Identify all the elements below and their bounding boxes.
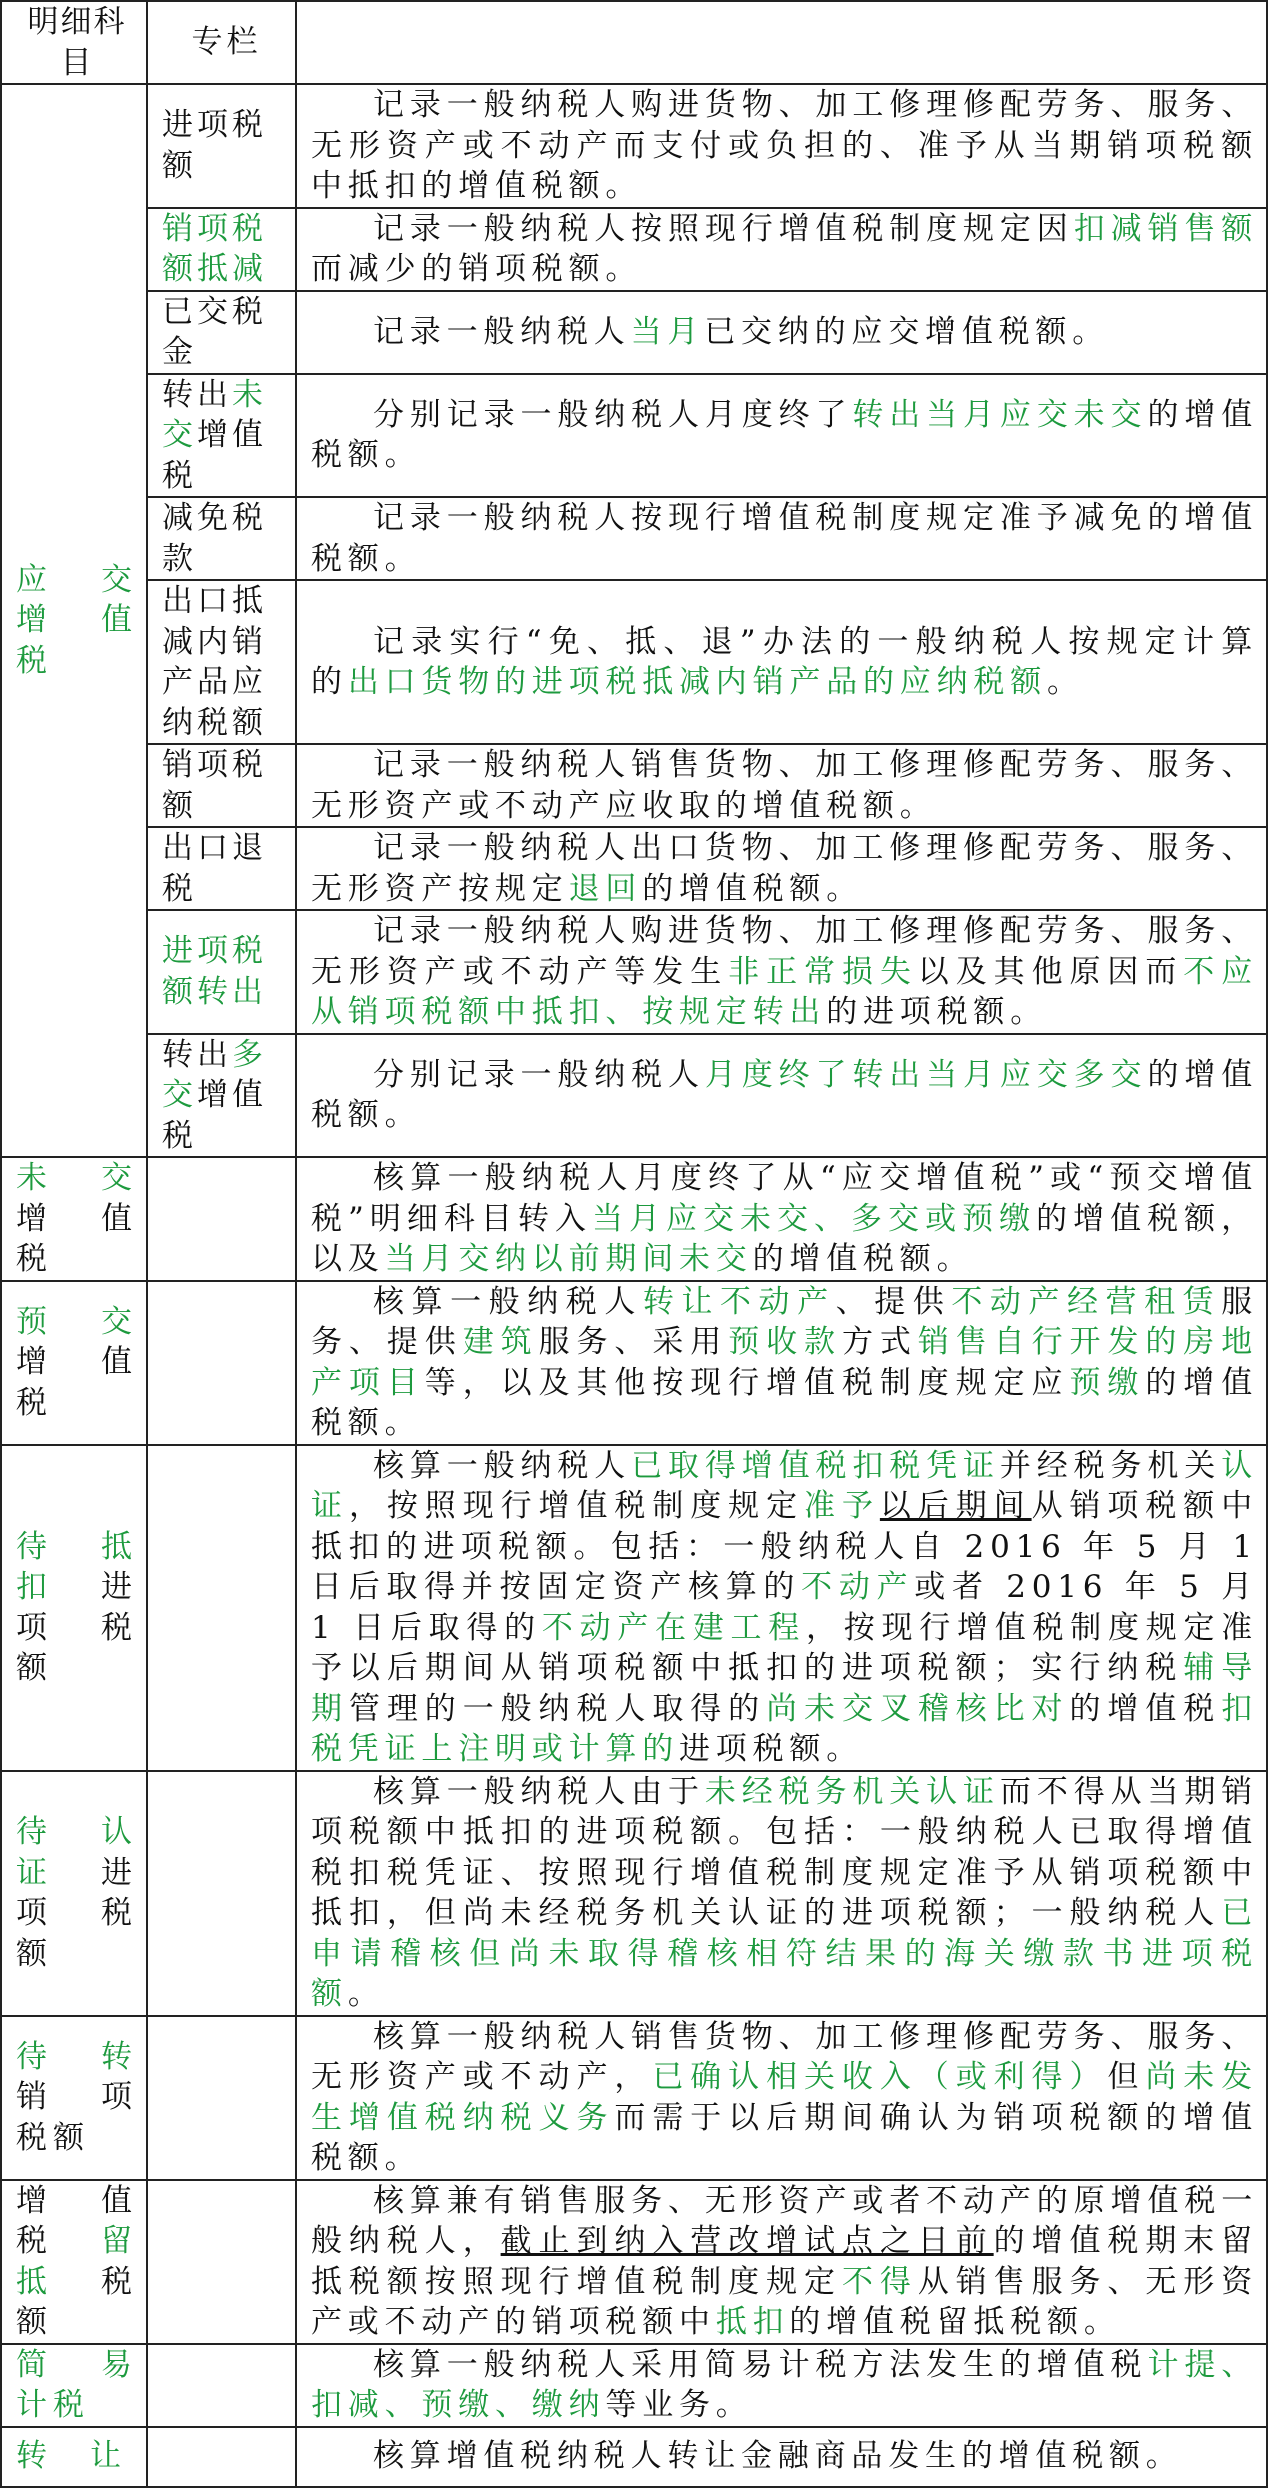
column-cell bbox=[147, 1281, 296, 1445]
text-segment: 出口抵减内销产品应纳税额 bbox=[162, 583, 267, 741]
description-text bbox=[311, 2436, 1258, 2477]
description-cell bbox=[296, 2344, 1267, 2427]
description-text bbox=[311, 2181, 1258, 2343]
text-segment: 记录实行“免、抵、退”办法的一般纳税人按规定计算的 bbox=[311, 623, 1258, 700]
text-segment: 进项税额 bbox=[162, 107, 267, 184]
text-segment: 服务、采用 bbox=[538, 1324, 729, 1360]
description-text bbox=[311, 1055, 1258, 1136]
description-cell bbox=[296, 1281, 1267, 1445]
header-description bbox=[296, 1, 1267, 84]
highlighted-text: 未经税务机关认证 bbox=[704, 1773, 1000, 1810]
description-text bbox=[311, 1158, 1258, 1280]
column-cell bbox=[147, 744, 296, 827]
highlighted-text: 不动产 bbox=[801, 1569, 915, 1605]
table-row bbox=[1, 910, 1267, 1034]
description-cell bbox=[296, 1445, 1267, 1771]
text-segment: 核算一般纳税人 bbox=[373, 1283, 643, 1320]
column-cell bbox=[147, 291, 296, 374]
description-text bbox=[311, 745, 1258, 826]
text-segment: 记录一般纳税人销售货物、加工修理修配劳务、服务、无形资产或不动产应收取的增值税额。 bbox=[311, 747, 1258, 824]
description-text bbox=[311, 395, 1258, 476]
description-cell bbox=[296, 1771, 1267, 2016]
detail-subject-cell bbox=[1, 1445, 147, 1771]
highlighted-text: 扣税凭证上注明或计算的 bbox=[311, 1690, 1258, 1767]
table-row bbox=[1, 374, 1267, 498]
description-cell bbox=[296, 2016, 1267, 2180]
column-cell bbox=[147, 1034, 296, 1158]
text-segment: 的增值税留抵税额。 bbox=[789, 2304, 1121, 2340]
column-cell bbox=[147, 2427, 296, 2487]
text-segment: 增 值税 bbox=[16, 2182, 138, 2259]
highlighted-text: 未 交 bbox=[16, 1160, 138, 1196]
text-segment: 出口退税 bbox=[162, 830, 267, 907]
description-text bbox=[311, 1772, 1258, 2015]
highlighted-text: 抵扣 bbox=[715, 2304, 790, 2340]
description-text bbox=[311, 2345, 1258, 2426]
highlighted-text: 不动产经营租赁 bbox=[951, 1283, 1222, 1320]
text-segment: 等，以及其他按现行增值税制度规定应 bbox=[424, 1364, 1070, 1401]
table-row bbox=[1, 84, 1267, 208]
description-text bbox=[311, 2017, 1258, 2179]
table-row bbox=[1, 580, 1267, 744]
table-row bbox=[1, 497, 1267, 580]
header-detail-subject: 明细科目 bbox=[1, 1, 147, 84]
detail-subject-cell bbox=[1, 1771, 147, 2016]
highlighted-text: 简 易计税 bbox=[16, 2346, 138, 2423]
text-segment: 或者 2016 年 5 月 1 日后取得的 bbox=[311, 1569, 1258, 1646]
column-cell bbox=[147, 2344, 296, 2427]
description-cell bbox=[296, 208, 1267, 291]
description-cell bbox=[296, 827, 1267, 910]
text-segment: 增 值税 bbox=[16, 1344, 138, 1421]
description-cell bbox=[296, 2180, 1267, 2344]
highlighted-text: 应 交增 值税 bbox=[16, 561, 138, 679]
text-segment: 而减少的销项税额。 bbox=[311, 251, 643, 287]
text-segment: 的增值税额。 bbox=[642, 870, 864, 907]
text-segment: 等业务。 bbox=[605, 2387, 753, 2423]
highlighted-text: 出口货物的进项税抵减内销产品的应纳税额 bbox=[347, 664, 1048, 700]
highlighted-text: 进项税额转出 bbox=[162, 933, 267, 1010]
description-text bbox=[311, 209, 1258, 290]
table-row bbox=[1, 827, 1267, 910]
text-segment: 服务、提供 bbox=[311, 1283, 1258, 1360]
text-segment: 的增值税额。 bbox=[311, 1364, 1258, 1441]
description-text bbox=[311, 828, 1258, 909]
highlighted-text: 尚未发生增值税纳税义务 bbox=[311, 2059, 1258, 2136]
column-cell bbox=[147, 497, 296, 580]
text-segment: 的增值税额。 bbox=[311, 1056, 1258, 1134]
text-segment: 从销售服务、无形资产或不动产的销项税额中 bbox=[311, 2263, 1259, 2340]
highlighted-text: 多交 bbox=[162, 1036, 267, 1113]
highlighted-text: 认证 bbox=[311, 1447, 1258, 1524]
text-segment: 销项税额 bbox=[162, 747, 267, 824]
highlighted-text: 当月 bbox=[630, 313, 705, 350]
highlighted-text: 不动产在建工程 bbox=[541, 1609, 807, 1646]
table-row bbox=[1, 2016, 1267, 2180]
text-segment: 的增值税额。 bbox=[752, 1241, 974, 1277]
text-segment: 记录一般纳税人出口货物、加工修理修配劳务、服务、无形资产按规定 bbox=[311, 830, 1258, 907]
highlighted-text: 转出当月应交未交 bbox=[852, 396, 1148, 433]
description-text bbox=[311, 622, 1258, 703]
table-row bbox=[1, 2427, 1267, 2487]
highlighted-text: 建筑 bbox=[462, 1324, 539, 1360]
column-cell bbox=[147, 84, 296, 208]
table-row bbox=[1, 1445, 1267, 1771]
text-segment: 核算一般纳税人 bbox=[373, 1447, 632, 1484]
table-row bbox=[1, 208, 1267, 291]
description-text bbox=[311, 1282, 1258, 1444]
text-segment: 核算一般纳税人由于 bbox=[373, 1773, 705, 1810]
text-segment: 核算一般纳税人销售货物、加工修理修配劳务、服务、无形资产或不动产， bbox=[311, 2018, 1258, 2095]
text-segment: 记录一般纳税人按现行增值税制度规定准予减免的增值税额。 bbox=[311, 500, 1258, 577]
table-row bbox=[1, 1281, 1267, 1445]
detail-subject-cell bbox=[1, 1281, 147, 1445]
text-segment: 、提供 bbox=[835, 1283, 952, 1320]
description-cell bbox=[296, 2427, 1267, 2487]
table-row bbox=[1, 291, 1267, 374]
text-segment: 的增值税额，以及 bbox=[311, 1200, 1258, 1277]
highlighted-text: 退回 bbox=[568, 870, 643, 907]
text-segment: 而不得从当期销项税额中抵扣的进项税额。包括：一般纳税人已取得增值税扣税凭证、按照现行增值税制度规定准予从销项税额中抵扣，但尚未经税务机关认证的进项税额；一般纳税人 bbox=[311, 1773, 1259, 1931]
highlighted-text: 非正常损失 bbox=[728, 953, 918, 990]
text-segment: 并经税务机关 bbox=[999, 1447, 1222, 1484]
text-segment: 的增值税期末留抵税额按照现行增值税制度规定 bbox=[311, 2223, 1258, 2300]
text-segment: 。 bbox=[1047, 664, 1084, 700]
detail-subject-cell bbox=[1, 1157, 147, 1281]
highlighted-text: 待 认证 bbox=[16, 1814, 138, 1891]
description-cell bbox=[296, 374, 1267, 498]
text-segment: 的增值税额。 bbox=[311, 396, 1258, 474]
column-cell bbox=[147, 374, 296, 498]
description-text bbox=[311, 1446, 1258, 1770]
text-segment: 增值税 bbox=[162, 417, 267, 494]
text-segment: ，按照现行增值税制度规定 bbox=[348, 1488, 805, 1524]
detail-subject-cell bbox=[1, 2016, 147, 2180]
text-segment: 以及其他原因而 bbox=[917, 953, 1184, 990]
column-cell bbox=[147, 1445, 296, 1771]
table-row bbox=[1, 1034, 1267, 1158]
text-segment: 记录一般纳税人购进货物、加工修理修配劳务、服务、无形资产或不动产而支付或负担的、准予从当期销项税额中抵扣的增值税额。 bbox=[311, 87, 1258, 204]
highlighted-text: 已取得增值税扣税凭证 bbox=[631, 1447, 1000, 1484]
description-cell bbox=[296, 1034, 1267, 1158]
text-segment: 已交纳的应交增值税额。 bbox=[704, 313, 1110, 350]
table-row bbox=[1, 1771, 1267, 2016]
detail-subject-cell bbox=[1, 84, 147, 1157]
description-cell bbox=[296, 580, 1267, 744]
description-cell bbox=[296, 291, 1267, 374]
text-segment: 减免税款 bbox=[162, 500, 267, 577]
text-segment: 但 bbox=[1107, 2059, 1146, 2095]
text-segment: 核算兼有销售服务、无形资产或者不动产的原增值税一般纳税人， bbox=[311, 2182, 1258, 2259]
table-row bbox=[1, 1157, 1267, 1281]
text-segment: 进项 税额 bbox=[16, 1569, 138, 1686]
highlighted-text: 销项税额抵减 bbox=[162, 210, 267, 287]
highlighted-text: 尚未交叉稽核比对 bbox=[766, 1690, 1070, 1727]
highlighted-text: 待 抵扣 bbox=[16, 1528, 138, 1605]
text-segment: 核算一般纳税人采用简易计税方法发生的增值税 bbox=[373, 2346, 1148, 2383]
table-row bbox=[1, 744, 1267, 827]
highlighted-text: 准予 bbox=[804, 1488, 880, 1524]
description-text bbox=[311, 911, 1258, 1033]
highlighted-text: 不应从销项税额中抵扣、按规定转出 bbox=[311, 953, 1258, 1030]
text-segment: 方式 bbox=[841, 1324, 918, 1360]
highlighted-text: 月度终了转出当月应交多交 bbox=[704, 1056, 1148, 1093]
description-cell bbox=[296, 84, 1267, 208]
description-text bbox=[311, 498, 1258, 579]
table-row bbox=[1, 2180, 1267, 2344]
highlighted-text: 留抵 bbox=[16, 2223, 138, 2300]
highlighted-text: 当月交纳以前期间未交 bbox=[384, 1241, 753, 1277]
column-cell bbox=[147, 1157, 296, 1281]
header-row bbox=[1, 1, 1267, 84]
text-segment: 管理的一般纳税人取得的 bbox=[348, 1690, 767, 1727]
header-column: 专栏 bbox=[147, 1, 296, 84]
highlighted-text: 预收款 bbox=[728, 1324, 842, 1360]
column-cell bbox=[147, 2016, 296, 2180]
text-segment: ，按现行增值税制度规定准予以后期间从销项税额中抵扣的进项税额；实行纳税 bbox=[311, 1609, 1258, 1686]
text-segment: 税额 bbox=[16, 2263, 138, 2340]
text-segment: 的进项税额。 bbox=[826, 994, 1048, 1030]
description-text bbox=[311, 312, 1258, 353]
highlighted-text: 已确认相关收入（或利得） bbox=[652, 2059, 1108, 2095]
text-segment: 从销项税额中抵扣的进项税额。包括：一般纳税人自 2016 年 5 月 1 日后取得并按固定资产核算的 bbox=[311, 1488, 1258, 1605]
highlighted-text: 转 让 bbox=[16, 2438, 127, 2475]
detail-subject-cell bbox=[1, 2180, 147, 2344]
highlighted-text: 当月应交未交、多交或预缴 bbox=[591, 1200, 1037, 1237]
highlighted-text: 未交 bbox=[162, 376, 267, 453]
highlighted-text: 扣减销售额 bbox=[1073, 210, 1258, 247]
text-segment: 增值税 bbox=[162, 1077, 267, 1154]
highlighted-text: 待 转 bbox=[16, 2038, 138, 2075]
highlighted-text: 预缴 bbox=[1069, 1364, 1146, 1401]
description-cell bbox=[296, 910, 1267, 1034]
text-segment: 。 bbox=[347, 1976, 385, 2012]
text-segment: 分别记录一般纳税人月度终了 bbox=[373, 396, 853, 433]
column-cell bbox=[147, 827, 296, 910]
highlighted-text: 计提、扣减、预缴、缴纳 bbox=[311, 2346, 1258, 2423]
column-cell bbox=[147, 2180, 296, 2344]
underlined-text: 以后期间 bbox=[879, 1488, 1032, 1524]
highlighted-text: 已申请稽核但尚未取得稽核相符结果的海关缴款书进项税额 bbox=[311, 1895, 1258, 2012]
column-cell bbox=[147, 208, 296, 291]
detail-subject-cell bbox=[1, 2427, 147, 2487]
column-cell bbox=[147, 580, 296, 744]
highlighted-text: 销售自行开发的房地产项目 bbox=[311, 1324, 1259, 1401]
text-segment: 已交税金 bbox=[162, 293, 267, 370]
description-cell bbox=[296, 497, 1267, 580]
text-segment: 记录一般纳税人 bbox=[373, 313, 631, 350]
column-cell bbox=[147, 1771, 296, 2016]
description-cell bbox=[296, 744, 1267, 827]
text-segment: 核算增值税纳税人转让金融商品发生的增值税额。 bbox=[373, 2438, 1183, 2475]
highlighted-text: 不得 bbox=[841, 2263, 918, 2300]
text-segment: 进项税额。 bbox=[679, 1731, 863, 1767]
text-segment: 记录一般纳税人按照现行增值税制度规定因 bbox=[373, 210, 1074, 247]
highlighted-text: 转让不动产 bbox=[642, 1283, 836, 1320]
highlighted-text: 预 交 bbox=[16, 1303, 138, 1340]
text-segment: 核算一般纳税人月度终了从“应交增值税”或“预交增值税”明细科目转入 bbox=[311, 1160, 1258, 1237]
text-segment: 转出 bbox=[162, 376, 232, 413]
description-cell bbox=[296, 1157, 1267, 1281]
text-segment: 记录一般纳税人购进货物、加工修理修配劳务、服务、无形资产或不动产等发生 bbox=[311, 913, 1258, 990]
text-segment: 销 项税额 bbox=[16, 2079, 138, 2156]
detail-subject-cell bbox=[1, 2344, 147, 2427]
table-row bbox=[1, 2344, 1267, 2427]
text-segment: 转出 bbox=[162, 1036, 232, 1073]
description-text bbox=[311, 85, 1258, 207]
text-segment: 增 值税 bbox=[16, 1200, 138, 1277]
underlined-text: 截止到纳入营改增试点之日前 bbox=[500, 2223, 994, 2259]
text-segment: 进项 税额 bbox=[16, 1854, 138, 1972]
column-cell bbox=[147, 910, 296, 1034]
text-segment: 而需于以后期间确认为销项税额的增值税额。 bbox=[311, 2099, 1258, 2176]
highlighted-text: 辅导期 bbox=[311, 1650, 1258, 1727]
text-segment: 的增值税 bbox=[1069, 1690, 1222, 1727]
text-segment: 分别记录一般纳税人 bbox=[373, 1056, 705, 1093]
